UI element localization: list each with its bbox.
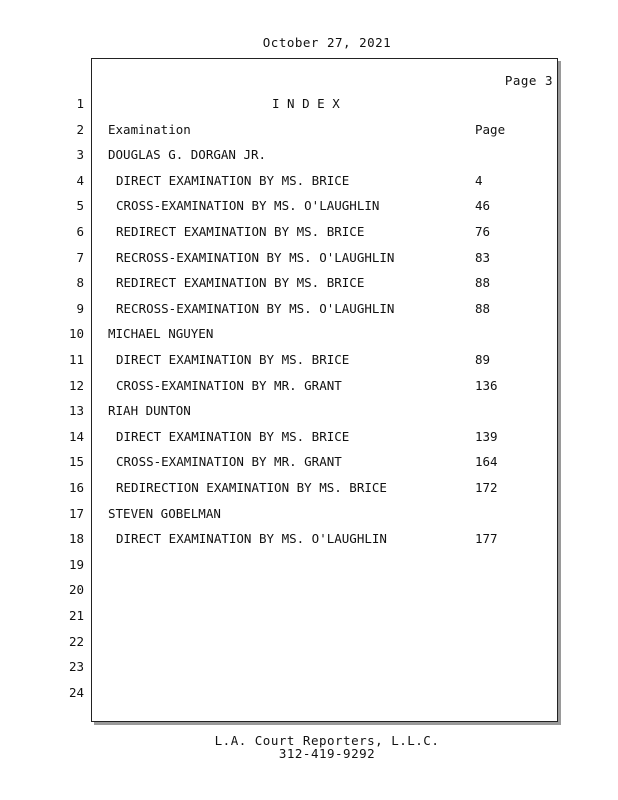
line-number: 21 xyxy=(68,608,84,623)
line-number: 6 xyxy=(76,224,84,239)
page-reference: 46 xyxy=(475,198,491,213)
examination-entry: CROSS-EXAMINATION BY MR. GRANT xyxy=(116,454,342,469)
page-reference: 4 xyxy=(475,173,483,188)
examination-entry: REDIRECTION EXAMINATION BY MS. BRICE xyxy=(116,480,387,495)
page-reference: 139 xyxy=(475,429,498,444)
page-number: Page 3 xyxy=(504,73,553,88)
column-header-page: Page xyxy=(475,122,506,137)
footer-phone: 312-419-9292 xyxy=(278,746,376,761)
examination-entry: DIRECT EXAMINATION BY MS. BRICE xyxy=(116,429,350,444)
page-reference: 172 xyxy=(475,480,498,495)
examination-entry: DIRECT EXAMINATION BY MS. BRICE xyxy=(116,173,350,188)
line-number: 4 xyxy=(76,173,84,188)
examination-entry: REDIRECT EXAMINATION BY MS. BRICE xyxy=(116,224,365,239)
footer-company: L.A. Court Reporters, L.L.C. xyxy=(214,733,440,748)
line-number: 13 xyxy=(68,403,84,418)
examination-entry: RECROSS-EXAMINATION BY MS. O'LAUGHLIN xyxy=(116,250,395,265)
page-reference: 164 xyxy=(475,454,498,469)
line-number: 24 xyxy=(68,685,84,700)
page-reference: 89 xyxy=(475,352,491,367)
line-number: 5 xyxy=(76,198,84,213)
witness-name: DOUGLAS G. DORGAN JR. xyxy=(108,147,267,162)
examination-entry: DIRECT EXAMINATION BY MS. O'LAUGHLIN xyxy=(116,531,387,546)
line-number: 14 xyxy=(68,429,84,444)
line-number: 18 xyxy=(68,531,84,546)
line-number: 7 xyxy=(76,250,84,265)
line-number: 12 xyxy=(68,378,84,393)
line-number: 10 xyxy=(68,326,84,341)
page-reference: 177 xyxy=(475,531,498,546)
page-reference: 83 xyxy=(475,250,491,265)
line-number: 20 xyxy=(68,582,84,597)
line-number: 22 xyxy=(68,634,84,649)
witness-name: STEVEN GOBELMAN xyxy=(108,506,221,521)
page-reference: 88 xyxy=(475,275,491,290)
column-header-examination: Examination xyxy=(108,122,191,137)
line-number: 23 xyxy=(68,659,84,674)
page-reference: 76 xyxy=(475,224,491,239)
page-reference: 88 xyxy=(475,301,491,316)
page-reference: 136 xyxy=(475,378,498,393)
index-title: I N D E X xyxy=(272,96,340,111)
line-number: 8 xyxy=(76,275,84,290)
line-number: 16 xyxy=(68,480,84,495)
examination-entry: CROSS-EXAMINATION BY MR. GRANT xyxy=(116,378,342,393)
line-number: 9 xyxy=(76,301,84,316)
examination-entry: REDIRECT EXAMINATION BY MS. BRICE xyxy=(116,275,365,290)
line-number: 2 xyxy=(76,122,84,137)
witness-name: MICHAEL NGUYEN xyxy=(108,326,214,341)
transcript-date: October 27, 2021 xyxy=(262,35,392,50)
line-number: 15 xyxy=(68,454,84,469)
line-number: 19 xyxy=(68,557,84,572)
line-number: 11 xyxy=(68,352,84,367)
line-number: 17 xyxy=(68,506,84,521)
witness-name: RIAH DUNTON xyxy=(108,403,191,418)
line-number: 3 xyxy=(76,147,84,162)
examination-entry: DIRECT EXAMINATION BY MS. BRICE xyxy=(116,352,350,367)
examination-entry: CROSS-EXAMINATION BY MS. O'LAUGHLIN xyxy=(116,198,380,213)
line-number: 1 xyxy=(76,96,84,111)
examination-entry: RECROSS-EXAMINATION BY MS. O'LAUGHLIN xyxy=(116,301,395,316)
